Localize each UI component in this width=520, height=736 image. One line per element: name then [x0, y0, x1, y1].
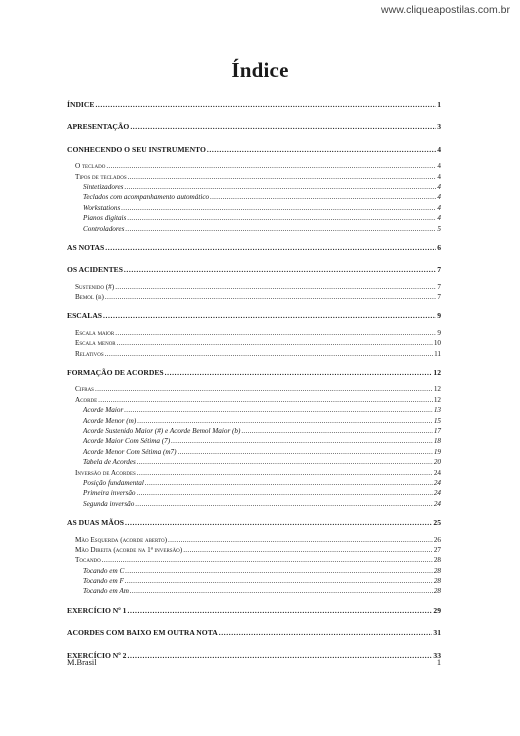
toc-entry-page: 25	[433, 518, 441, 528]
toc-leader-dots	[165, 368, 433, 378]
toc-leader-dots	[128, 172, 437, 182]
toc-entry[interactable]	[67, 192, 441, 202]
toc-entry-page: 17	[433, 426, 441, 435]
toc-entry[interactable]	[67, 265, 441, 275]
toc-leader-dots	[125, 224, 436, 234]
toc-entry-label: Acorde Menor Com Sétima (m7)	[83, 447, 177, 456]
toc-leader-dots	[168, 535, 433, 545]
footer-author: M.Brasil	[67, 658, 97, 667]
toc-leader-dots	[106, 161, 436, 171]
toc-entry-label: Tocando em F	[83, 577, 124, 586]
toc-entry-label: Relativos	[75, 349, 104, 358]
toc-entry-label: Acorde Sustenido Maior (#) e Acorde Bemol Maior (b)	[83, 426, 241, 435]
toc-entry[interactable]	[67, 292, 441, 302]
toc-leader-dots	[130, 122, 436, 132]
toc-entry-page: 15	[433, 416, 441, 425]
toc-entry-page: 20	[433, 458, 441, 467]
toc-leader-dots	[171, 436, 433, 446]
toc-leader-dots	[241, 426, 432, 436]
toc-entry[interactable]	[67, 586, 441, 596]
toc-entry-label: Tipos de teclados	[75, 172, 127, 181]
toc-leader-dots	[117, 338, 433, 348]
toc-entry-label: Tocando	[75, 556, 101, 565]
toc-entry-page: 24	[433, 468, 441, 477]
toc-entry-label: EXERCÍCIO Nº 1	[67, 605, 127, 615]
toc-entry[interactable]	[67, 468, 441, 478]
toc-entry-label: Inversão de Acordes	[75, 468, 136, 477]
toc-entry[interactable]	[67, 338, 441, 348]
toc-entry-label: ACORDES COM BAIXO EM OUTRA NOTA	[67, 628, 218, 638]
toc-entry-label: Teclados com acompanhamento automático	[83, 193, 210, 202]
toc-entry-page: 19	[433, 447, 441, 456]
toc-leader-dots	[124, 405, 433, 415]
toc-leader-dots	[183, 545, 433, 555]
toc-entry-label: Acorde Maior Com Sétima (7)	[83, 437, 171, 446]
toc-entry-page: 24	[433, 478, 441, 487]
toc-spacer	[67, 509, 441, 518]
toc-entry[interactable]	[67, 161, 441, 171]
toc-entry[interactable]	[67, 203, 441, 213]
toc-leader-dots	[135, 499, 433, 509]
toc-entry-page: 4	[437, 162, 441, 171]
toc-entry-label: Bemol (b)	[75, 293, 104, 302]
toc-entry-label: Escala maior	[75, 328, 115, 337]
toc-spacer	[67, 597, 441, 606]
toc-entry[interactable]	[67, 224, 441, 234]
toc-entry-label: AS NOTAS	[67, 242, 105, 252]
toc-leader-dots	[124, 265, 436, 275]
toc-leader-dots	[127, 606, 432, 616]
toc-entry-page: 26	[433, 535, 441, 544]
toc-entry[interactable]	[67, 122, 441, 132]
toc-leader-dots	[124, 182, 436, 192]
toc-entry-label: Controladores	[83, 224, 125, 233]
toc-entry[interactable]	[67, 518, 441, 528]
toc-entry-label: CONHECENDO O SEU INSTRUMENTO	[67, 144, 206, 154]
toc-spacer	[67, 359, 441, 368]
toc-leader-dots	[130, 586, 433, 596]
toc-entry[interactable]	[67, 282, 441, 292]
toc-entry[interactable]	[67, 384, 441, 394]
toc-entry-page: 9	[437, 311, 441, 321]
toc-entry[interactable]	[67, 349, 441, 359]
toc-entry[interactable]	[67, 566, 441, 576]
toc-entry-label: EXERCÍCIO Nº 2	[67, 650, 127, 660]
toc-entry-page: 7	[437, 265, 441, 275]
toc-entry-page: 10	[433, 339, 441, 348]
page-footer	[67, 658, 441, 667]
toc-entry[interactable]	[67, 457, 441, 467]
toc-leader-dots	[102, 555, 433, 565]
toc-entry-page: 28	[433, 587, 441, 596]
toc-entry[interactable]	[67, 478, 441, 488]
toc-leader-dots	[105, 243, 436, 253]
toc-entry-page: 4	[437, 193, 441, 202]
page-title: Índice	[231, 58, 289, 82]
toc-entry-page: 5	[437, 224, 441, 233]
toc-entry-label: FORMAÇÃO DE ACORDES	[67, 368, 164, 378]
toc-entry[interactable]	[67, 447, 441, 457]
toc-leader-dots	[98, 395, 433, 405]
toc-entry-label: Tocando em Am	[83, 587, 129, 596]
toc-entry-label: Primeira inversão	[83, 489, 136, 498]
toc-entry-page: 6	[437, 242, 441, 252]
toc-entry[interactable]	[67, 405, 441, 415]
toc-spacer	[67, 253, 441, 265]
toc-leader-dots	[115, 328, 436, 338]
toc-entry-page: 12	[433, 395, 441, 404]
toc-entry-label: Mão Esquerda (acorde aberto)	[75, 535, 167, 544]
toc-entry-label: Mão Direita (acorde na 1ª inversão)	[75, 545, 183, 554]
toc-spacer	[67, 302, 441, 311]
toc-leader-dots	[127, 213, 436, 223]
toc-spacer	[67, 110, 441, 122]
toc-entry[interactable]	[67, 488, 441, 498]
toc-entry-page: 11	[434, 349, 441, 358]
toc-leader-dots	[95, 384, 433, 394]
toc-entry-page: 28	[433, 556, 441, 565]
toc-leader-dots	[105, 292, 437, 302]
toc-entry-label: AS DUAS MÃOS	[67, 518, 124, 528]
toc-entry[interactable]	[67, 628, 441, 638]
toc-entry[interactable]	[67, 328, 441, 338]
toc-leader-dots	[125, 576, 433, 586]
toc-spacer	[67, 234, 441, 243]
toc-entry-label: Acorde Menor (m)	[83, 416, 137, 425]
toc-entry-page: 4	[437, 182, 441, 191]
toc-leader-dots	[121, 203, 436, 213]
toc-entry-label: ESCALAS	[67, 311, 103, 321]
toc-entry-page: 3	[437, 122, 441, 132]
toc-spacer	[67, 616, 441, 628]
toc-entry[interactable]	[67, 436, 441, 446]
toc-entry[interactable]	[67, 243, 441, 253]
toc-entry[interactable]	[67, 535, 441, 545]
toc-entry-label: Sintetizadores	[83, 182, 124, 191]
toc-leader-dots	[137, 416, 433, 426]
toc-entry[interactable]	[67, 182, 441, 192]
toc-entry-page: 4	[437, 203, 441, 212]
toc-spacer	[67, 639, 441, 651]
toc-leader-dots	[125, 518, 432, 528]
toc-leader-dots	[137, 457, 433, 467]
toc-entry-label: Sustenido (#)	[75, 282, 115, 291]
toc-leader-dots	[219, 628, 433, 638]
toc-entry[interactable]	[67, 172, 441, 182]
toc-entry-page: 18	[433, 437, 441, 446]
toc-entry-page: 28	[433, 577, 441, 586]
toc-entry-page: 31	[433, 628, 441, 638]
toc-entry-page: 33	[433, 650, 441, 660]
toc-entry[interactable]	[67, 426, 441, 436]
toc-entry-label: Tabela de Acordes	[83, 458, 136, 467]
toc-leader-dots	[103, 311, 436, 321]
toc-leader-dots	[137, 468, 433, 478]
toc-entry-label: Acorde Maior	[83, 406, 124, 415]
table-of-contents	[67, 100, 441, 661]
toc-leader-dots	[210, 192, 436, 202]
toc-entry[interactable]	[67, 545, 441, 555]
toc-entry-label: APRESENTAÇÃO	[67, 122, 130, 132]
toc-entry[interactable]	[67, 213, 441, 223]
toc-entry-page: 1	[437, 100, 441, 109]
toc-entry-label: Posição fundamental	[83, 478, 144, 487]
toc-entry-label: Segunda inversão	[83, 499, 135, 508]
toc-entry-page: 24	[433, 489, 441, 498]
toc-entry-page: 29	[433, 605, 441, 615]
toc-entry-page: 28	[433, 566, 441, 575]
toc-entry-label: ÍNDICE	[67, 100, 95, 109]
toc-entry[interactable]	[67, 576, 441, 586]
toc-entry-page: 4	[437, 214, 441, 223]
toc-entry-page: 9	[437, 328, 441, 337]
toc-leader-dots	[115, 282, 436, 292]
toc-spacer	[67, 133, 441, 145]
toc-leader-dots	[178, 447, 433, 457]
toc-entry[interactable]	[67, 606, 441, 616]
toc-entry-label: Workstations	[83, 203, 121, 212]
toc-entry-page: 24	[433, 499, 441, 508]
toc-entry-label: Pianos digitais	[83, 214, 127, 223]
toc-entry[interactable]	[67, 499, 441, 509]
toc-entry-label: Cifras	[75, 385, 94, 394]
toc-entry-page: 7	[437, 293, 441, 302]
footer-page-number: 1	[436, 658, 441, 667]
toc-entry[interactable]	[67, 145, 441, 155]
toc-entry[interactable]	[67, 100, 441, 110]
toc-entry-label: Tocando em C	[83, 566, 125, 575]
toc-entry[interactable]	[67, 311, 441, 321]
toc-entry[interactable]	[67, 368, 441, 378]
toc-leader-dots	[105, 349, 433, 359]
toc-entry-label: Escala menor	[75, 339, 116, 348]
toc-entry-page: 12	[433, 368, 441, 378]
toc-entry[interactable]	[67, 555, 441, 565]
toc-entry-label: O teclado	[75, 162, 106, 171]
toc-entry-page: 4	[437, 144, 441, 154]
toc-leader-dots	[137, 488, 433, 498]
toc-leader-dots	[125, 566, 433, 576]
toc-leader-dots	[207, 145, 436, 155]
toc-entry-page: 27	[433, 545, 441, 554]
toc-entry-page: 13	[433, 406, 441, 415]
toc-entry-page: 12	[433, 385, 441, 394]
toc-entry-page: 7	[437, 282, 441, 291]
toc-entry[interactable]	[67, 395, 441, 405]
toc-entry[interactable]	[67, 416, 441, 426]
toc-entry-label: Acorde	[75, 395, 98, 404]
toc-entry-page: 4	[437, 172, 441, 181]
toc-leader-dots	[145, 478, 433, 488]
toc-entry-label: OS ACIDENTES	[67, 265, 123, 275]
toc-leader-dots	[95, 100, 436, 110]
site-url[interactable]: www.cliqueapostilas.com.br	[381, 4, 510, 16]
